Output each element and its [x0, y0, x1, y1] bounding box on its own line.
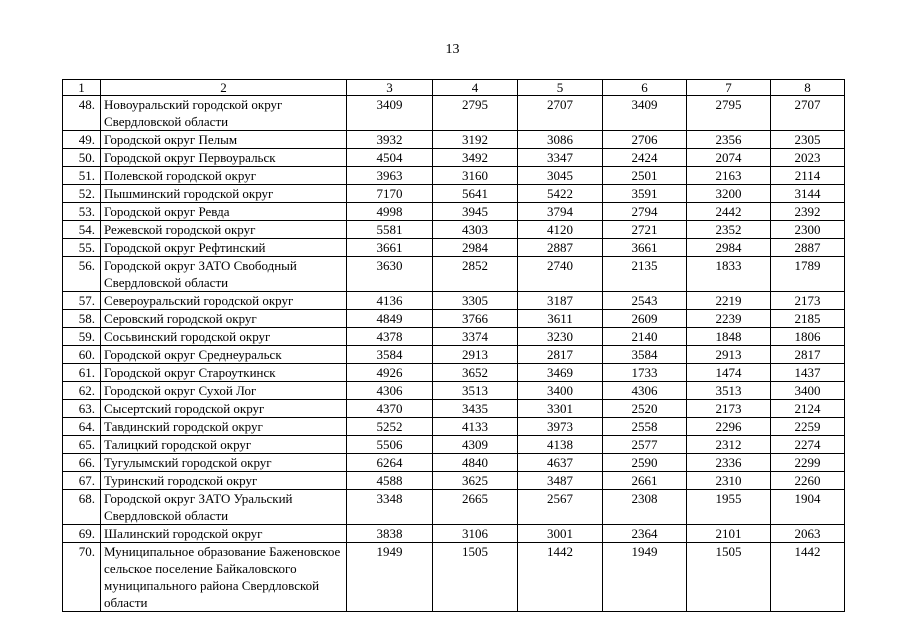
value-cell: 2740	[518, 257, 603, 292]
value-cell: 2501	[603, 167, 687, 185]
value-cell: 3838	[347, 525, 433, 543]
value-cell: 2312	[687, 436, 771, 454]
value-cell: 4370	[347, 400, 433, 418]
value-cell: 2185	[771, 310, 845, 328]
value-cell: 2543	[603, 292, 687, 310]
value-cell: 2817	[518, 346, 603, 364]
value-cell: 3200	[687, 185, 771, 203]
value-cell: 2706	[603, 131, 687, 149]
value-cell: 2140	[603, 328, 687, 346]
row-number: 65.	[63, 436, 101, 454]
data-table	[62, 79, 845, 612]
value-cell: 2352	[687, 221, 771, 239]
value-cell: 7170	[347, 185, 433, 203]
value-cell: 3187	[518, 292, 603, 310]
municipality-name: Серовский городской округ	[101, 310, 347, 328]
value-cell: 3400	[771, 382, 845, 400]
value-cell: 4849	[347, 310, 433, 328]
value-cell: 3305	[433, 292, 518, 310]
row-number: 51.	[63, 167, 101, 185]
value-cell: 5581	[347, 221, 433, 239]
value-cell: 2274	[771, 436, 845, 454]
table-row	[63, 328, 845, 346]
value-cell: 2707	[771, 96, 845, 131]
value-cell: 2852	[433, 257, 518, 292]
value-cell: 3045	[518, 167, 603, 185]
value-cell: 4840	[433, 454, 518, 472]
value-cell: 3347	[518, 149, 603, 167]
value-cell: 1442	[771, 543, 845, 612]
value-cell: 2887	[518, 239, 603, 257]
value-cell: 2336	[687, 454, 771, 472]
table-row	[63, 203, 845, 221]
value-cell: 2023	[771, 149, 845, 167]
table-row	[63, 454, 845, 472]
value-cell: 1505	[687, 543, 771, 612]
value-cell: 1833	[687, 257, 771, 292]
value-cell: 3513	[433, 382, 518, 400]
value-cell: 3963	[347, 167, 433, 185]
value-cell: 4303	[433, 221, 518, 239]
table-row	[63, 525, 845, 543]
row-number: 52.	[63, 185, 101, 203]
value-cell: 4637	[518, 454, 603, 472]
value-cell: 2721	[603, 221, 687, 239]
table-row	[63, 346, 845, 364]
municipality-name: Городской округ Среднеуральск	[101, 346, 347, 364]
municipality-name: Городской округ Староуткинск	[101, 364, 347, 382]
value-cell: 3973	[518, 418, 603, 436]
value-cell: 1474	[687, 364, 771, 382]
value-cell: 2424	[603, 149, 687, 167]
row-number: 59.	[63, 328, 101, 346]
row-number: 54.	[63, 221, 101, 239]
value-cell: 4309	[433, 436, 518, 454]
value-cell: 4998	[347, 203, 433, 221]
row-number: 64.	[63, 418, 101, 436]
value-cell: 2300	[771, 221, 845, 239]
value-cell: 3932	[347, 131, 433, 149]
table-row	[63, 418, 845, 436]
value-cell: 2609	[603, 310, 687, 328]
value-cell: 2392	[771, 203, 845, 221]
table-row	[63, 382, 845, 400]
value-cell: 2114	[771, 167, 845, 185]
row-number: 66.	[63, 454, 101, 472]
value-cell: 2074	[687, 149, 771, 167]
table-row	[63, 543, 845, 612]
value-cell: 4133	[433, 418, 518, 436]
value-cell: 3400	[518, 382, 603, 400]
value-cell: 4136	[347, 292, 433, 310]
value-cell: 4926	[347, 364, 433, 382]
column-header: 4	[433, 80, 518, 96]
value-cell: 3584	[347, 346, 433, 364]
row-number: 55.	[63, 239, 101, 257]
column-header: 2	[101, 80, 347, 96]
value-cell: 3301	[518, 400, 603, 418]
value-cell: 3652	[433, 364, 518, 382]
value-cell: 2817	[771, 346, 845, 364]
value-cell: 3409	[347, 96, 433, 131]
municipality-name: Новоуральский городской округ Свердловской области	[101, 96, 347, 131]
value-cell: 2308	[603, 490, 687, 525]
value-cell: 2296	[687, 418, 771, 436]
table-row	[63, 490, 845, 525]
value-cell: 3630	[347, 257, 433, 292]
municipality-name: Пышминский городской округ	[101, 185, 347, 203]
value-cell: 4138	[518, 436, 603, 454]
value-cell: 4504	[347, 149, 433, 167]
table-row	[63, 310, 845, 328]
table-row	[63, 131, 845, 149]
value-cell: 3611	[518, 310, 603, 328]
page-number: 13	[445, 42, 460, 57]
value-cell: 2590	[603, 454, 687, 472]
value-cell: 4378	[347, 328, 433, 346]
value-cell: 2364	[603, 525, 687, 543]
value-cell: 2173	[687, 400, 771, 418]
table-row	[63, 221, 845, 239]
municipality-name: Сысертский городской округ	[101, 400, 347, 418]
value-cell: 2356	[687, 131, 771, 149]
row-number: 53.	[63, 203, 101, 221]
value-cell: 3106	[433, 525, 518, 543]
column-header: 3	[347, 80, 433, 96]
row-number: 61.	[63, 364, 101, 382]
value-cell: 4306	[603, 382, 687, 400]
value-cell: 3487	[518, 472, 603, 490]
municipality-name: Режевской городской округ	[101, 221, 347, 239]
municipality-name: Североуральский городской округ	[101, 292, 347, 310]
value-cell: 2794	[603, 203, 687, 221]
municipality-name: Муниципальное образование Баженовское сельское поселение Байкаловского муниципального района Свердловской области	[101, 543, 347, 612]
value-cell: 1442	[518, 543, 603, 612]
value-cell: 1949	[603, 543, 687, 612]
row-number: 62.	[63, 382, 101, 400]
value-cell: 2260	[771, 472, 845, 490]
value-cell: 2310	[687, 472, 771, 490]
table-row	[63, 167, 845, 185]
column-header: 8	[771, 80, 845, 96]
value-cell: 2101	[687, 525, 771, 543]
municipality-name: Городской округ Ревда	[101, 203, 347, 221]
value-cell: 3086	[518, 131, 603, 149]
column-header: 1	[63, 80, 101, 96]
row-number: 50.	[63, 149, 101, 167]
table-row	[63, 364, 845, 382]
value-cell: 3584	[603, 346, 687, 364]
municipality-name: Городской округ ЗАТО Свободный Свердловской области	[101, 257, 347, 292]
row-number: 49.	[63, 131, 101, 149]
value-cell: 1789	[771, 257, 845, 292]
row-number: 60.	[63, 346, 101, 364]
value-cell: 2163	[687, 167, 771, 185]
value-cell: 2707	[518, 96, 603, 131]
value-cell: 3766	[433, 310, 518, 328]
table-row	[63, 400, 845, 418]
value-cell: 1949	[347, 543, 433, 612]
value-cell: 3348	[347, 490, 433, 525]
value-cell: 2173	[771, 292, 845, 310]
value-cell: 1505	[433, 543, 518, 612]
table-row	[63, 436, 845, 454]
value-cell: 2259	[771, 418, 845, 436]
table-row	[63, 292, 845, 310]
table-row	[63, 96, 845, 131]
municipality-name: Шалинский городской округ	[101, 525, 347, 543]
column-header: 6	[603, 80, 687, 96]
municipality-name: Городской округ Первоуральск	[101, 149, 347, 167]
column-header: 5	[518, 80, 603, 96]
table-row	[63, 472, 845, 490]
value-cell: 3230	[518, 328, 603, 346]
header-row	[63, 80, 845, 96]
value-cell: 2665	[433, 490, 518, 525]
municipality-name: Городской округ Пелым	[101, 131, 347, 149]
municipality-name: Городской округ Сухой Лог	[101, 382, 347, 400]
value-cell: 1806	[771, 328, 845, 346]
value-cell: 2135	[603, 257, 687, 292]
value-cell: 3945	[433, 203, 518, 221]
value-cell: 3625	[433, 472, 518, 490]
value-cell: 3144	[771, 185, 845, 203]
value-cell: 2558	[603, 418, 687, 436]
value-cell: 3409	[603, 96, 687, 131]
municipality-name: Городской округ Рефтинский	[101, 239, 347, 257]
row-number: 48.	[63, 96, 101, 131]
row-number: 68.	[63, 490, 101, 525]
row-number: 58.	[63, 310, 101, 328]
value-cell: 2567	[518, 490, 603, 525]
value-cell: 2795	[687, 96, 771, 131]
municipality-name: Тавдинский городской округ	[101, 418, 347, 436]
value-cell: 2984	[433, 239, 518, 257]
table-body	[63, 80, 845, 612]
value-cell: 3192	[433, 131, 518, 149]
row-number: 69.	[63, 525, 101, 543]
table-row	[63, 257, 845, 292]
value-cell: 1904	[771, 490, 845, 525]
value-cell: 2239	[687, 310, 771, 328]
value-cell: 2661	[603, 472, 687, 490]
value-cell: 3435	[433, 400, 518, 418]
municipality-name: Талицкий городской округ	[101, 436, 347, 454]
value-cell: 3374	[433, 328, 518, 346]
value-cell: 1848	[687, 328, 771, 346]
value-cell: 2913	[433, 346, 518, 364]
row-number: 67.	[63, 472, 101, 490]
value-cell: 3492	[433, 149, 518, 167]
value-cell: 2984	[687, 239, 771, 257]
value-cell: 3794	[518, 203, 603, 221]
value-cell: 2795	[433, 96, 518, 131]
value-cell: 4120	[518, 221, 603, 239]
value-cell: 3160	[433, 167, 518, 185]
column-header: 7	[687, 80, 771, 96]
table-row	[63, 185, 845, 203]
value-cell: 3591	[603, 185, 687, 203]
municipality-name: Тугулымский городской округ	[101, 454, 347, 472]
value-cell: 2299	[771, 454, 845, 472]
row-number: 63.	[63, 400, 101, 418]
municipality-name: Полевской городской округ	[101, 167, 347, 185]
value-cell: 2305	[771, 131, 845, 149]
value-cell: 2520	[603, 400, 687, 418]
row-number: 56.	[63, 257, 101, 292]
value-cell: 1733	[603, 364, 687, 382]
value-cell: 2124	[771, 400, 845, 418]
value-cell: 2442	[687, 203, 771, 221]
value-cell: 5252	[347, 418, 433, 436]
municipality-name: Сосьвинский городской округ	[101, 328, 347, 346]
value-cell: 3469	[518, 364, 603, 382]
value-cell: 2887	[771, 239, 845, 257]
value-cell: 1955	[687, 490, 771, 525]
table-row	[63, 239, 845, 257]
value-cell: 5506	[347, 436, 433, 454]
row-number: 57.	[63, 292, 101, 310]
value-cell: 5422	[518, 185, 603, 203]
municipality-name: Городской округ ЗАТО Уральский Свердловской области	[101, 490, 347, 525]
municipality-name: Туринский городской округ	[101, 472, 347, 490]
value-cell: 3661	[603, 239, 687, 257]
value-cell: 5641	[433, 185, 518, 203]
value-cell: 3661	[347, 239, 433, 257]
row-number: 70.	[63, 543, 101, 612]
value-cell: 2913	[687, 346, 771, 364]
value-cell: 4588	[347, 472, 433, 490]
value-cell: 4306	[347, 382, 433, 400]
value-cell: 6264	[347, 454, 433, 472]
table-row	[63, 149, 845, 167]
value-cell: 3001	[518, 525, 603, 543]
value-cell: 2577	[603, 436, 687, 454]
value-cell: 2219	[687, 292, 771, 310]
value-cell: 1437	[771, 364, 845, 382]
value-cell: 3513	[687, 382, 771, 400]
value-cell: 2063	[771, 525, 845, 543]
